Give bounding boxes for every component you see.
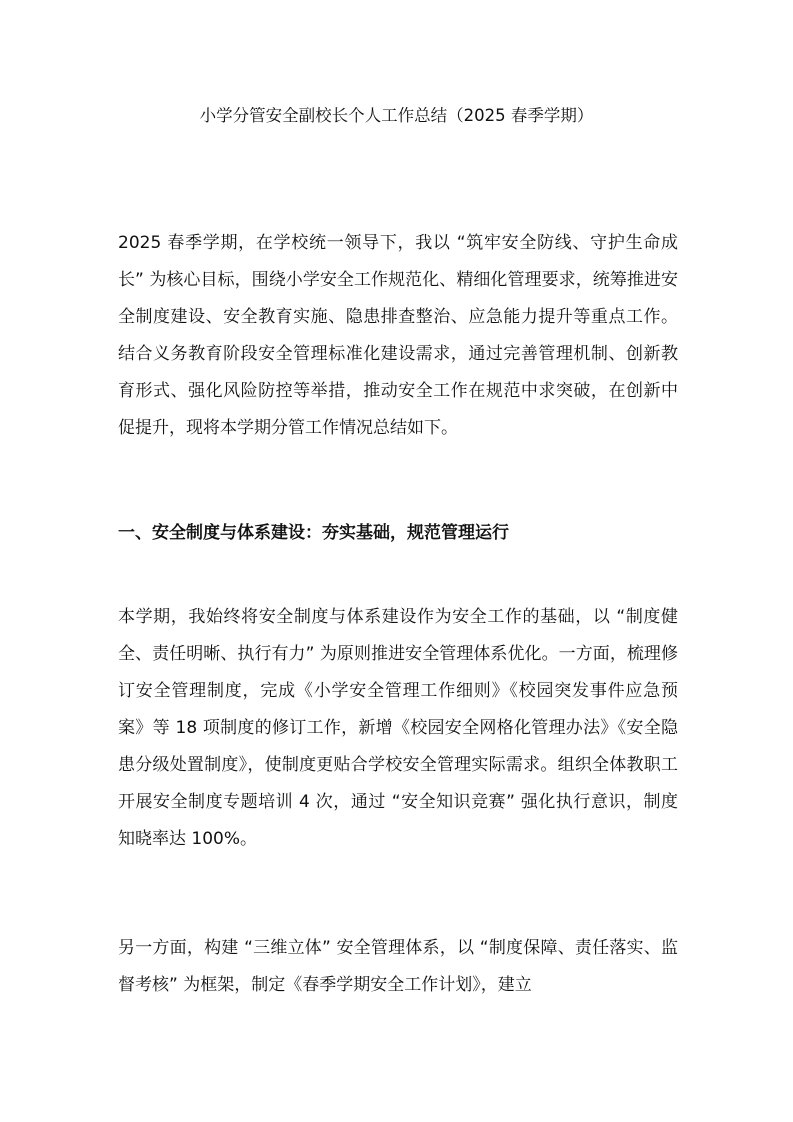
intro-paragraph: 2025 春季学期，在学校统一领导下，我以 “筑牢安全防线、守护生命成长” 为核心目标，围绕小学安全工作规范化、精细化管理要求，统筹推进安全制度建设、安全教育实施、隐患排查整治、应急能力提升等重点工作。结合义务教育阶段安全管理标准化建设需求，通过完善管理机制、创新教育形式、强化风险防控等举措，推动安全工作在规范中求突破，在创新中促提升，现将本学期分管工作情况总结如下。 bbox=[118, 233, 678, 438]
body-paragraph: 本学期，我始终将安全制度与体系建设作为安全工作的基础，以 “制度健全、责任明晰、执行有力” 为原则推进安全管理体系优化。一方面，梳理修订安全管理制度，完成《小学安全管理工作细则》《校园突发事件应急预案》等 18 项制度的修订工作，新增《校园安全网格化管理办法》《安全隐患分级处置制度》，使制度更贴合学校安全管理实际需求。组织全体教职工开展安全制度专题培训 4 次，通过 “安全知识竞赛” 强化执行意识，制度知晓率达 100%。 bbox=[118, 607, 678, 849]
section-heading: 一、安全制度与体系建设：夯实基础，规范管理运行 bbox=[118, 523, 509, 543]
document-title: 小学分管安全副校长个人工作总结（2025 春季学期） bbox=[199, 106, 594, 125]
body-paragraph: 另一方面，构建 “三维立体” 安全管理体系，以 “制度保障、责任落实、监督考核” 为框架，制定《春季学期安全工作计划》，建立 bbox=[118, 938, 678, 995]
